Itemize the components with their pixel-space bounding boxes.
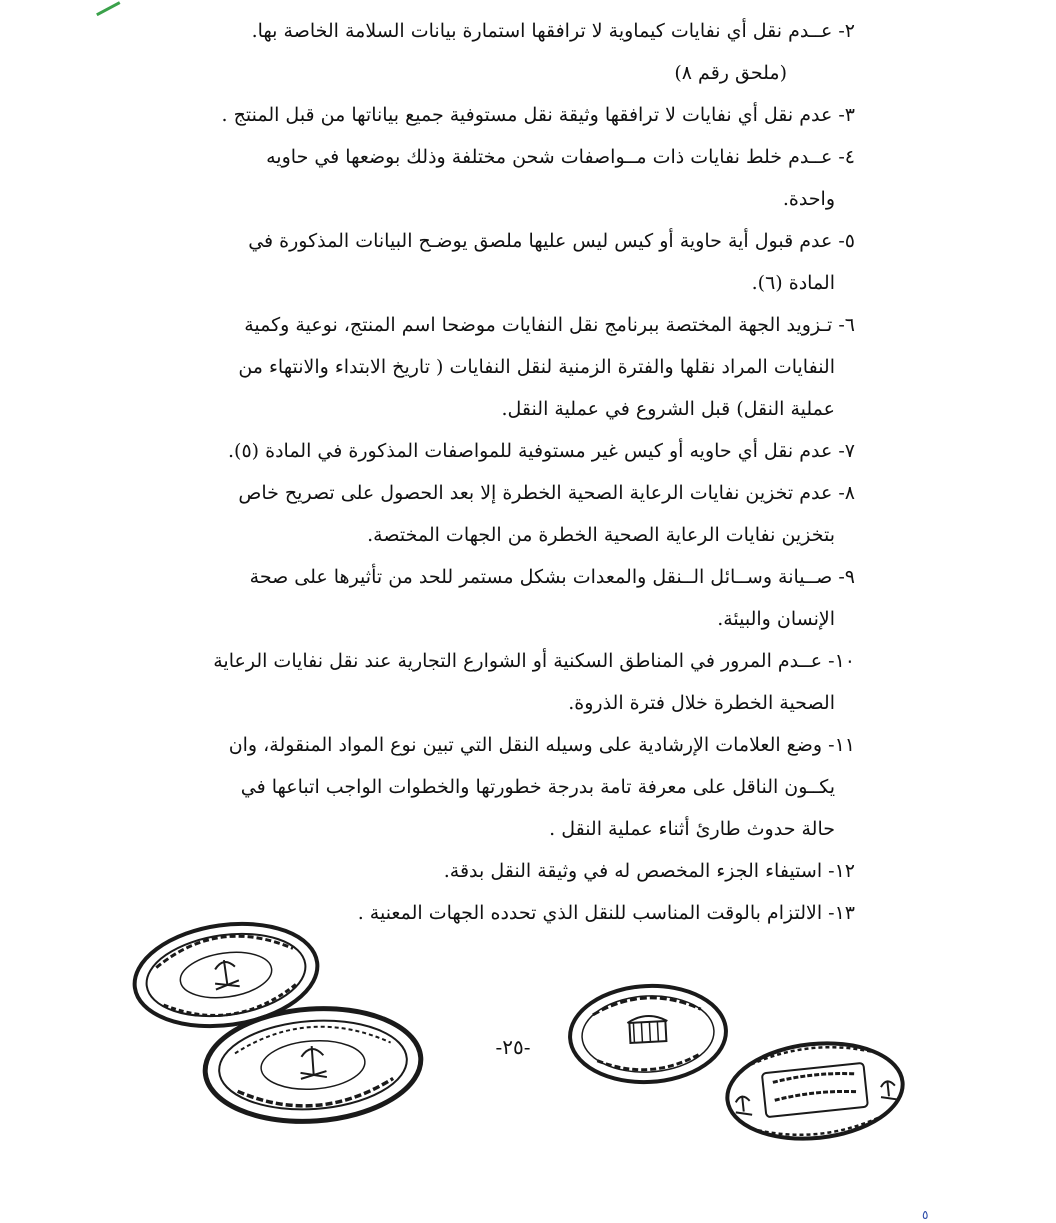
- item-number: ٢-: [838, 20, 855, 42]
- item-number: ٩-: [838, 566, 855, 588]
- item-text: عدم نقل أي حاويه أو كيس غير مستوفية للمواصفات المذكورة في المادة (٥).: [227, 440, 833, 462]
- shura-council-stamp: [564, 980, 732, 1088]
- item-continuation: النفايات المراد نقلها والفترة الزمنية لنقل النفايات ( تاريخ الابتداء والانتهاء من: [238, 356, 835, 378]
- item-text: عــدم خلط نفايات ذات مــواصفات شحن مختلفة وذلك بوضعها في حاويه: [266, 146, 833, 168]
- corner-check-mark: [90, 0, 121, 16]
- item-text: عــدم المرور في المناطق السكنية أو الشوارع التجارية عند نقل نفايات الرعاية: [213, 650, 823, 672]
- item-text: الالتزام بالوقت المناسب للنقل الذي تحدده الجهات المعنية .: [357, 902, 823, 924]
- item-text: عــدم نقل أي نفايات كيماوية لا ترافقها استمارة بيانات السلامة الخاصة بها.: [251, 20, 833, 42]
- item-number: ١٢-: [828, 860, 855, 882]
- item-continuation: الصحية الخطرة خلال فترة الذروة.: [568, 692, 835, 714]
- item-number: ٨-: [838, 482, 855, 504]
- list-item: [195, 472, 855, 556]
- item-continuation: يكــون الناقل على معرفة تامة بدرجة خطورتها والخطوات الواجب اتباعها في: [240, 776, 835, 798]
- item-continuation-2: عملية النقل) قبل الشروع في عملية النقل.: [501, 398, 835, 420]
- item-continuation: بتخزين نفايات الرعاية الصحية الخطرة من الجهات المختصة.: [367, 524, 835, 546]
- list-item: [195, 10, 855, 94]
- item-text: وضع العلامات الإرشادية على وسيله النقل التي تبين نوع المواد المنقولة، وان: [228, 734, 823, 756]
- page-number: -٢٥-: [495, 1035, 531, 1059]
- list-item: [195, 850, 855, 892]
- list-item: [195, 136, 855, 220]
- item-text: تـزويد الجهة المختصة ببرنامج نقل النفايات موضحا اسم المنتج، نوعية وكمية: [244, 314, 833, 336]
- list-item: [195, 640, 855, 724]
- royal-court-copy-stamp: [720, 1038, 910, 1144]
- item-text: استيفاء الجزء المخصص له في وثيقة النقل بدقة.: [443, 860, 823, 882]
- item-text: عدم نقل أي نفايات لا ترافقها وثيقة نقل مستوفية جميع بياناتها من قبل المنتج .: [221, 104, 833, 126]
- item-number: ٦-: [838, 314, 855, 336]
- item-text: صــيانة وســائل الــنقل والمعدات بشكل مستمر للحد من تأثيرها على صحة: [249, 566, 833, 588]
- list-item: [195, 94, 855, 136]
- item-number: ٥-: [838, 230, 855, 252]
- item-continuation: المادة (٦).: [751, 272, 835, 294]
- list-item: [195, 220, 855, 304]
- list-item: [195, 304, 855, 430]
- corner-glyph: ٥: [922, 1208, 929, 1222]
- list-item: [195, 556, 855, 640]
- item-text: عدم تخزين نفايات الرعاية الصحية الخطرة إلا بعد الحصول على تصريح خاص: [238, 482, 833, 504]
- item-text: عدم قبول أية حاوية أو كيس ليس عليها ملصق يوضـح البيانات المذكورة في: [248, 230, 833, 252]
- item-number: ٧-: [838, 440, 855, 462]
- document-body: [195, 10, 855, 934]
- list-item: [195, 724, 855, 850]
- item-continuation: واحدة.: [782, 188, 835, 210]
- item-continuation: الإنسان والبيئة.: [717, 608, 835, 630]
- item-number: ١٠-: [828, 650, 855, 672]
- item-number: ٣-: [838, 104, 855, 126]
- experts-bureau-stamp: [200, 1002, 426, 1128]
- item-continuation-2: حالة حدوث طارئ أثناء عملية النقل .: [549, 818, 835, 840]
- list-item: [195, 430, 855, 472]
- item-number: ٤-: [838, 146, 855, 168]
- item-number: ١٣-: [828, 902, 855, 924]
- item-number: ١١-: [828, 734, 855, 756]
- item-continuation: (ملحق رقم ٨): [674, 62, 787, 84]
